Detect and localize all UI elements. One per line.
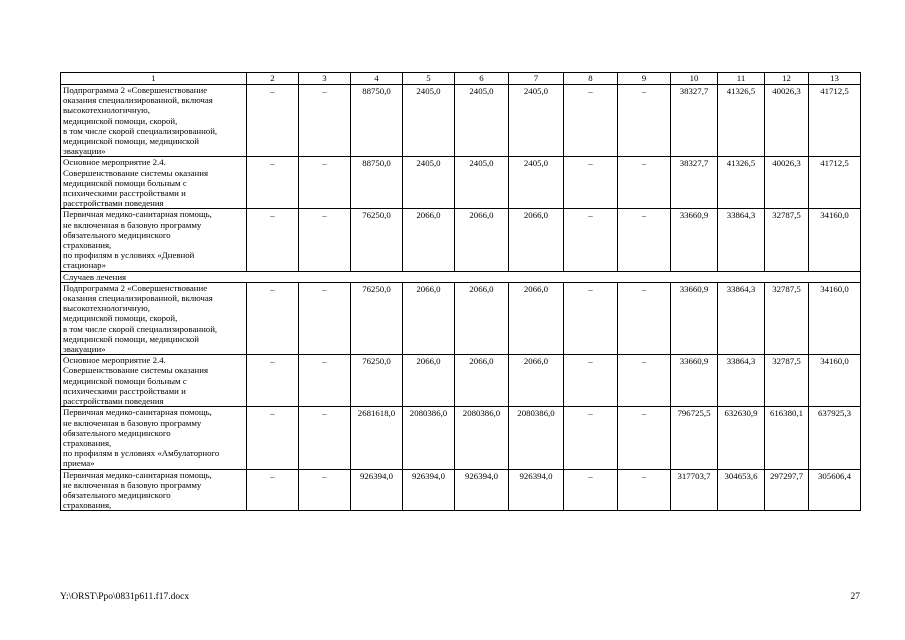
value-cell: – <box>299 355 351 407</box>
row-name-cell: Основное мероприятие 2.4. Совершенствование системы оказания медицинской помощи больным с психическими расстройствами и расстройствами поведения <box>61 157 247 209</box>
value-cell: 2066,0 <box>403 209 455 271</box>
value-cell: 926394,0 <box>351 469 403 511</box>
footer-file-path: Y:\ORST\Ppo\0831p611.f17.docx <box>60 592 190 602</box>
value-cell: 2681618,0 <box>351 407 403 469</box>
value-cell: 2066,0 <box>509 355 564 407</box>
value-cell: 33864,3 <box>718 209 765 271</box>
value-cell: 926394,0 <box>509 469 564 511</box>
budget-table <box>60 72 861 511</box>
value-cell: 41712,5 <box>809 85 861 157</box>
row-name-cell: Подпрограмма 2 «Совершенствование оказания специализированной, включая высокотехнологичную, медицинской помощи, скорой, в том числе скорой специализированной, медицинской помощи, медицинской эвакуации» <box>61 282 247 354</box>
value-cell: 2066,0 <box>509 282 564 354</box>
table-row <box>61 469 861 511</box>
value-cell: 2066,0 <box>455 282 509 354</box>
value-cell: 32787,5 <box>765 355 809 407</box>
value-cell: – <box>564 85 618 157</box>
value-cell: – <box>247 469 299 511</box>
value-cell: 34160,0 <box>809 282 861 354</box>
value-cell: 33864,3 <box>718 355 765 407</box>
row-name-cell: Подпрограмма 2 «Совершенствование оказания специализированной, включая высокотехнологичную, медицинской помощи, скорой, в том числе скорой специализированной, медицинской помощи, медицинской эвакуации» <box>61 85 247 157</box>
value-cell: 34160,0 <box>809 355 861 407</box>
row-name-cell: Первичная медико-санитарная помощь, не включенная в базовую программу обязательного медицинского страхования, <box>61 469 247 511</box>
value-cell: 76250,0 <box>351 282 403 354</box>
value-cell: – <box>564 282 618 354</box>
value-cell: 2066,0 <box>403 282 455 354</box>
value-cell: – <box>299 157 351 209</box>
value-cell: 297297,7 <box>765 469 809 511</box>
value-cell: – <box>618 469 671 511</box>
value-cell: 2405,0 <box>455 157 509 209</box>
value-cell: 38327,7 <box>671 85 718 157</box>
column-number-header: 10 <box>671 73 718 85</box>
value-cell: – <box>247 157 299 209</box>
value-cell: 305606,4 <box>809 469 861 511</box>
column-number-header: 8 <box>564 73 618 85</box>
column-number-header: 5 <box>403 73 455 85</box>
value-cell: – <box>564 157 618 209</box>
value-cell: – <box>618 407 671 469</box>
value-cell: 40026,3 <box>765 157 809 209</box>
value-cell: 2405,0 <box>403 157 455 209</box>
value-cell: – <box>299 85 351 157</box>
table-row <box>61 85 861 157</box>
table-body <box>61 73 861 511</box>
value-cell: 926394,0 <box>455 469 509 511</box>
table-header-row <box>61 73 861 85</box>
section-label: Случаев лечения <box>61 271 861 282</box>
value-cell: 34160,0 <box>809 209 861 271</box>
value-cell: – <box>564 355 618 407</box>
value-cell: – <box>299 407 351 469</box>
value-cell: 2066,0 <box>509 209 564 271</box>
value-cell: 632630,9 <box>718 407 765 469</box>
table-row <box>61 157 861 209</box>
value-cell: – <box>618 85 671 157</box>
column-number-header: 1 <box>61 73 247 85</box>
value-cell: – <box>564 469 618 511</box>
value-cell: 76250,0 <box>351 355 403 407</box>
column-number-header: 2 <box>247 73 299 85</box>
row-name-cell: Основное мероприятие 2.4. Совершенствование системы оказания медицинской помощи больным с психическими расстройствами и расстройствами поведения <box>61 355 247 407</box>
value-cell: 2080386,0 <box>403 407 455 469</box>
value-cell: 33864,3 <box>718 282 765 354</box>
row-name-cell: Первичная медико-санитарная помощь, не включенная в базовую программу обязательного медицинского страхования, по профилям в условиях «Амбулаторного приема» <box>61 407 247 469</box>
value-cell: – <box>299 282 351 354</box>
value-cell: 88750,0 <box>351 85 403 157</box>
value-cell: 41712,5 <box>809 157 861 209</box>
value-cell: 88750,0 <box>351 157 403 209</box>
value-cell: 2405,0 <box>403 85 455 157</box>
value-cell: 2405,0 <box>455 85 509 157</box>
value-cell: 637925,3 <box>809 407 861 469</box>
value-cell: 33660,9 <box>671 282 718 354</box>
value-cell: – <box>247 85 299 157</box>
value-cell: 41326,5 <box>718 157 765 209</box>
table-row <box>61 407 861 469</box>
value-cell: 304653,6 <box>718 469 765 511</box>
value-cell: 2066,0 <box>455 355 509 407</box>
value-cell: 32787,5 <box>765 282 809 354</box>
value-cell: 796725,5 <box>671 407 718 469</box>
column-number-header: 4 <box>351 73 403 85</box>
column-number-header: 7 <box>509 73 564 85</box>
value-cell: 2066,0 <box>403 355 455 407</box>
column-number-header: 13 <box>809 73 861 85</box>
value-cell: 2080386,0 <box>509 407 564 469</box>
column-number-header: 11 <box>718 73 765 85</box>
row-name-cell: Первичная медико-санитарная помощь, не включенная в базовую программу обязательного медицинского страхования, по профилям в условиях «Дневной стационар» <box>61 209 247 271</box>
value-cell: 33660,9 <box>671 355 718 407</box>
value-cell: 32787,5 <box>765 209 809 271</box>
value-cell: 317703,7 <box>671 469 718 511</box>
table-row <box>61 282 861 354</box>
value-cell: – <box>247 209 299 271</box>
column-number-header: 9 <box>618 73 671 85</box>
value-cell: – <box>618 209 671 271</box>
value-cell: – <box>564 209 618 271</box>
table-row <box>61 209 861 271</box>
value-cell: – <box>247 282 299 354</box>
value-cell: 2080386,0 <box>455 407 509 469</box>
table-row <box>61 355 861 407</box>
column-number-header: 12 <box>765 73 809 85</box>
footer-page-number: 27 <box>850 592 860 602</box>
value-cell: 33660,9 <box>671 209 718 271</box>
value-cell: – <box>618 282 671 354</box>
value-cell: 616380,1 <box>765 407 809 469</box>
value-cell: – <box>247 355 299 407</box>
value-cell: 38327,7 <box>671 157 718 209</box>
value-cell: – <box>618 157 671 209</box>
value-cell: – <box>247 407 299 469</box>
value-cell: – <box>299 209 351 271</box>
value-cell: – <box>564 407 618 469</box>
value-cell: 2405,0 <box>509 85 564 157</box>
value-cell: 926394,0 <box>403 469 455 511</box>
column-number-header: 3 <box>299 73 351 85</box>
section-row <box>61 271 861 282</box>
value-cell: 2405,0 <box>509 157 564 209</box>
column-number-header: 6 <box>455 73 509 85</box>
value-cell: 76250,0 <box>351 209 403 271</box>
value-cell: – <box>299 469 351 511</box>
value-cell: 40026,3 <box>765 85 809 157</box>
value-cell: 41326,5 <box>718 85 765 157</box>
value-cell: – <box>618 355 671 407</box>
value-cell: 2066,0 <box>455 209 509 271</box>
